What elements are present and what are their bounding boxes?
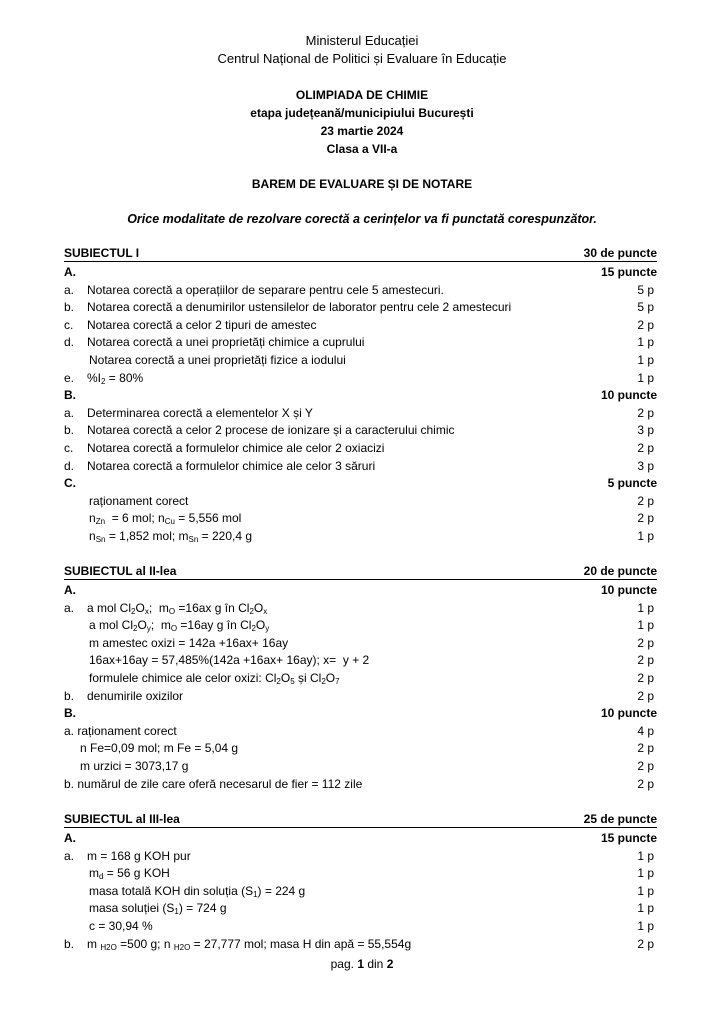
item-text: Notarea corectă a operațiilor de separare pentru cele 5 amestecuri.	[87, 282, 444, 297]
item-text: a mol $Cl_2O_x$; $m_O =16ax$ g în $Cl_2O_x$	[87, 600, 268, 616]
item-points: 2 p	[637, 741, 654, 756]
subject-3-total: 25 de puncte	[583, 812, 657, 826]
item-text: $\%I_2 = 80\%$	[87, 370, 144, 386]
s1-c-item-2	[64, 510, 657, 528]
s1-group-c	[64, 475, 657, 493]
s2-b-item-2	[64, 740, 657, 758]
olympiad-stage: etapa județeană/municipiului București	[250, 106, 474, 120]
item-label: c.	[64, 317, 74, 332]
item-points: 2 p	[637, 776, 654, 791]
item-points: 2 p	[637, 670, 654, 685]
item-points: 1 p	[637, 848, 654, 863]
subject-2-total: 20 de puncte	[583, 564, 657, 578]
olympiad-title: OLIMPIADA DE CHIMIE	[295, 88, 429, 102]
group-points: 15 puncte	[600, 831, 657, 845]
item-text: Notarea corectă a celor 2 tipuri de amestec	[87, 317, 317, 332]
item-points: 1 p	[637, 335, 654, 350]
olympiad-class: Clasa a VII-a	[326, 142, 398, 156]
item-points: 2 p	[637, 635, 654, 650]
subject-1-title: SUBIECTUL I	[64, 246, 140, 260]
item-text: Notarea corectă a celor 2 procese de ionizare și a caracterului chimic	[87, 423, 455, 438]
item-points: 1 p	[637, 918, 654, 933]
scoring-note: Orice modalitate de rezolvare corectă a cerințelor va fi punctată corespunzător.	[127, 212, 597, 226]
item-text: m $_{H2O}$ =500 g; n $_{H2O}$ = 27,777 mol; masa H din apă = 55,554g	[87, 936, 412, 952]
item-points: 1 p	[637, 600, 654, 615]
group-label: B.	[64, 388, 76, 403]
item-points: 1 p	[637, 866, 654, 881]
s1-c-item-3	[64, 528, 657, 546]
item-text: a. raționament corect	[64, 723, 177, 738]
item-text: denumirile oxizilor	[87, 688, 184, 703]
item-label: e.	[64, 370, 75, 385]
group-label: C.	[64, 476, 76, 491]
item-label: b.	[64, 300, 75, 315]
s3-item-a1	[64, 848, 657, 866]
item-label: b.	[64, 423, 75, 438]
s1-b-item-b	[64, 422, 657, 440]
s2-item-a1	[64, 600, 657, 618]
item-points: 1 p	[637, 901, 654, 916]
subject-1-total: 30 de puncte	[583, 246, 657, 260]
s2-item-a3	[64, 635, 657, 653]
item-text: n Fe=0,09 mol; m Fe = 5,04 g	[80, 741, 239, 756]
s1-b-item-c	[64, 440, 657, 458]
subject-3	[64, 811, 657, 953]
s3-item-a5	[64, 918, 657, 936]
item-label: d.	[64, 458, 75, 473]
item-label: b.	[64, 936, 75, 951]
item-text: masa soluției $(S_1) = 724$ g	[89, 901, 227, 917]
item-points: 5 p	[637, 300, 654, 315]
s1-c-item-1	[64, 493, 657, 511]
group-label: A.	[64, 583, 76, 597]
item-text: masa totală KOH din soluția $(S_1) = 224$ g	[89, 883, 306, 899]
group-points: 10 puncte	[600, 388, 657, 403]
item-points: 4 p	[637, 723, 654, 738]
item-text: raționament corect	[89, 493, 189, 508]
item-points: 3 p	[637, 458, 654, 473]
item-points: 2 p	[637, 511, 654, 526]
item-text: c = 30,94 %	[89, 918, 153, 933]
item-points: 2 p	[637, 936, 654, 951]
item-points: 2 p	[637, 405, 654, 420]
item-points: 1 p	[637, 528, 654, 543]
s2-group-b	[64, 705, 657, 723]
item-points: 5 p	[637, 282, 654, 297]
s1-group-a	[64, 264, 657, 282]
s1-item-d1	[64, 334, 657, 352]
subject-3-header	[64, 811, 657, 828]
group-label: B.	[64, 706, 76, 721]
item-label: a.	[64, 282, 75, 297]
group-points: 5 puncte	[607, 476, 657, 491]
item-text: Determinarea corectă a elementelor X și Y	[87, 405, 313, 420]
s2-item-a2	[64, 617, 657, 635]
olympiad-date: 23 martie 2024	[320, 124, 404, 138]
s2-item-a5	[64, 670, 657, 688]
subject-1-header	[64, 245, 657, 262]
item-text: Notarea corectă a unei proprietăți fizice a iodului	[89, 352, 346, 367]
s2-b-item-3	[64, 758, 657, 776]
item-text: Notarea corectă a formulelor chimice ale celor 2 oxiacizi	[87, 440, 385, 455]
center-name: Centrul Național de Politici și Evaluare în Educație	[217, 51, 507, 66]
s1-item-e	[64, 370, 657, 388]
subject-2-title: SUBIECTUL al II-lea	[64, 564, 177, 578]
item-text: Notarea corectă a denumirilor ustensilelor de laborator pentru cele 2 amestecuri	[87, 300, 512, 315]
item-label: a.	[64, 848, 75, 863]
item-points: 2 p	[637, 317, 654, 332]
item-text: $m_d = 56$ g KOH	[89, 866, 170, 882]
item-points: 2 p	[637, 688, 654, 703]
s1-group-b	[64, 387, 657, 405]
item-label: a.	[64, 600, 75, 615]
item-text: a mol $Cl_2O_y$; $m_O =16ay$ g în $Cl_2O_y$	[89, 618, 270, 634]
item-text: Notarea corectă a unei proprietăți chimice a cuprului	[87, 335, 365, 350]
item-text: Notarea corectă a formulelor chimice ale celor 3 săruri	[87, 458, 376, 473]
page-number: pag. 1 din 2	[330, 957, 394, 971]
item-points: 1 p	[637, 883, 654, 898]
group-label: A.	[64, 831, 76, 845]
item-text: $n_{Zn} = 6$ mol; $n_{Cu} = 5,556$ mol	[89, 511, 242, 527]
item-text: 16ax+16ay = 57,485%(142a +16ax+ 16ay); x= y + 2	[89, 653, 370, 668]
s3-item-b	[64, 936, 657, 954]
item-points: 1 p	[637, 618, 654, 633]
ministry-name: Ministerul Educației	[305, 33, 419, 48]
s1-b-item-d	[64, 458, 657, 476]
item-text: m urzici = 3073,17 g	[80, 758, 189, 773]
item-points: 2 p	[637, 440, 654, 455]
s1-item-b	[64, 299, 657, 317]
subject-2	[64, 563, 657, 793]
s2-item-a4	[64, 652, 657, 670]
item-points: 1 p	[637, 370, 654, 385]
group-points: 10 puncte	[600, 583, 657, 597]
item-text: m amestec oxizi = 142a +16ax+ 16ay	[89, 635, 289, 650]
group-label: A.	[64, 265, 76, 279]
subject-2-header	[64, 563, 657, 580]
item-label: b.	[64, 688, 75, 703]
item-points: 3 p	[637, 423, 654, 438]
document-title: BAREM DE EVALUARE ȘI DE NOTARE	[251, 177, 473, 191]
subject-3-title: SUBIECTUL al III-lea	[64, 812, 180, 826]
s3-item-a2	[64, 865, 657, 883]
item-text: m = 168 g KOH pur	[87, 848, 191, 863]
item-points: 2 p	[637, 653, 654, 668]
item-label: d.	[64, 335, 75, 350]
s2-b-item-1	[64, 723, 657, 741]
item-text: $n_{Sn} = 1,852$ mol; $m_{Sn} = 220,4$ g	[89, 528, 253, 544]
item-points: 2 p	[637, 758, 654, 773]
subject-1	[64, 245, 657, 546]
item-text: b. numărul de zile care oferă necesarul de fier = 112 zile	[64, 776, 363, 791]
s3-item-a3	[64, 883, 657, 901]
s2-group-a	[64, 582, 657, 600]
item-label: a.	[64, 405, 75, 420]
item-label: c.	[64, 440, 74, 455]
s2-item-b	[64, 688, 657, 706]
s1-b-item-a	[64, 405, 657, 423]
s1-item-a	[64, 282, 657, 300]
item-points: 2 p	[637, 493, 654, 508]
group-points: 10 puncte	[600, 706, 657, 721]
item-text: formulele chimice ale celor oxizi: $Cl_2O_5$ și $Cl_2O_7$	[89, 670, 340, 686]
s2-b-item-4	[64, 776, 657, 794]
s3-group-a	[64, 830, 657, 848]
s1-item-d2	[64, 352, 657, 370]
item-points: 1 p	[637, 352, 654, 367]
s3-item-a4	[64, 900, 657, 918]
group-points: 15 puncte	[600, 265, 657, 279]
s1-item-c	[64, 317, 657, 335]
